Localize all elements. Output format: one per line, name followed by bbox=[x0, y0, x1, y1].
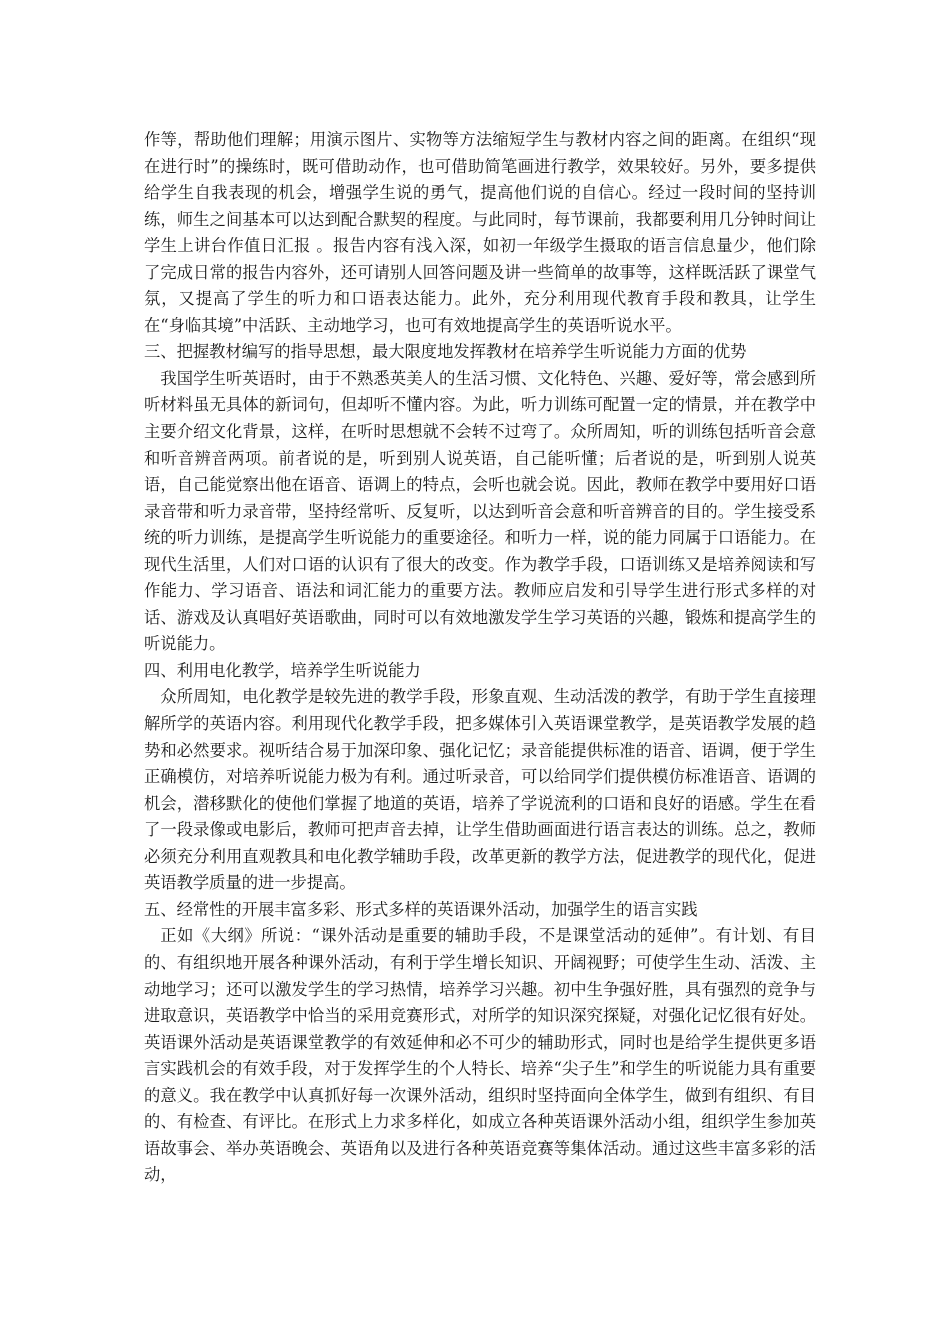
section-heading-3: 三、把握教材编写的指导思想，最大限度地发挥教材在培养学生听说能力方面的优势 bbox=[144, 342, 747, 362]
paragraph-section-3: 我国学生听英语时，由于不熟悉英美人的生活习惯、文化特色、兴趣、爱好等，常会感到所听材料虽无具体的新词句，但却听不懂内容。为此，听力训练可配置一定的情景，并在教学中主要介绍文化背景，这样，在听时思想就不会转不过弯了。众所周知，听的训练包括听音会意和听音辨音两项。前者说的是，听到别人说英语，自己能听懂；后者说的是，听到别人说英语，自己能觉察出他在语音、语调上的特点，会听也就会说。因此，教师在教学中要用好口语录音带和听力录音带，坚持经常听、反复听，以达到听音会意和听音辨音的目的。学生接受系统的听力训练，是提高学生听说能力的重要途径。和听力一样，说的能力同属于口语能力。在现代生活里，人们对口语的认识有了很大的改变。作为教学手段，口语训练又是培养阅读和写作能力、学习语音、语法和词汇能力的重要方法。教师应启发和引导学生进行形式多样的对话、游戏及认真唱好英语歌曲，同时可以有效地激发学生学习英语的兴趣，锻炼和提高学生的听说能力。 bbox=[144, 368, 816, 654]
paragraph-intro: 作等，帮助他们理解；用演示图片、实物等方法缩短学生与教材内容之间的距离。在组织“现在进行时”的操练时，既可借助动作，也可借助简笔画进行教学，效果较好。另外，要多提供给学生自我表现的机会，增强学生说的勇气，提高他们说的自信心。经过一段时间的坚持训练，师生之间基本可以达到配合默契的程度。与此同时，每节课前，我都要利用几分钟时间让学生上讲台作值日汇报 。报告内容有浅入深，如初一年级学生摄取的语言信息量少，他们除了完成日常的报告内容外，还可请别人回答问题及讲一些简单的故事等，这样既活跃了课堂气氛，又提高了学生的听力和口语表达能力。此外，充分利用现代教育手段和教具，让学生在“身临其境”中活跃、主动地学习，也可有效地提高学生的英语听说水平。 bbox=[144, 130, 816, 335]
section-heading-4: 四、利用电化教学，培养学生听说能力 bbox=[144, 660, 421, 680]
paragraph-section-4: 众所周知，电化教学是较先进的教学手段，形象直观、生动活泼的教学，有助于学生直接理解所学的英语内容。利用现代化教学手段，把多媒体引入英语课堂教学，是英语教学发展的趋势和必然要求。视听结合易于加深印象、强化记忆；录音能提供标准的语音、语调，便于学生正确模仿，对培养听说能力极为有利。通过听录音，可以给同学们提供模仿标准语音、语调的机会，潜移默化的使他们掌握了地道的英语，培养了学说流利的口语和良好的语感。学生在看了一段录像或电影后，教师可把声音去掉，让学生借助画面进行语言表达的训练。总之，教师必须充分利用直观教具和电化教学辅助手段，改革更新的教学方法，促进教学的现代化，促进英语教学质量的进一步提高。 bbox=[144, 687, 816, 893]
section-heading-5: 五、经常性的开展丰富多彩、形式多样的英语课外活动，加强学生的语言实践 bbox=[144, 899, 698, 919]
document-body bbox=[144, 127, 816, 1189]
paragraph-section-5: 正如《大纲》所说：“课外活动是重要的辅助手段，不是课堂活动的延伸”。有计划、有目的、有组织地开展各种课外活动，有利于学生增长知识、开阔视野；可使学生生动、活泼、主动地学习；还可以激发学生的学习热情，培养学习兴趣。初中生争强好胜，具有强烈的竞争与进取意识，英语教学中恰当的采用竞赛形式，对所学的知识深究探疑，对强化记忆很有好处。英语课外活动是英语课堂教学的有效延伸和必不可少的辅助形式，同时也是给学生提供更多语言实践机会的有效手段，对于发挥学生的个人特长、培养“尖子生”和学生的听说能力具有重要的意义。我在教学中认真抓好每一次课外活动，组织时坚持面向全体学生，做到有组织、有目的、有检查、有评比。在形式上力求多样化，如成立各种英语课外活动小组，组织学生参加英语故事会、举办英语晚会、英语角以及进行各种英语竞赛等集体活动。通过这些丰富多彩的活动， bbox=[144, 926, 816, 1185]
